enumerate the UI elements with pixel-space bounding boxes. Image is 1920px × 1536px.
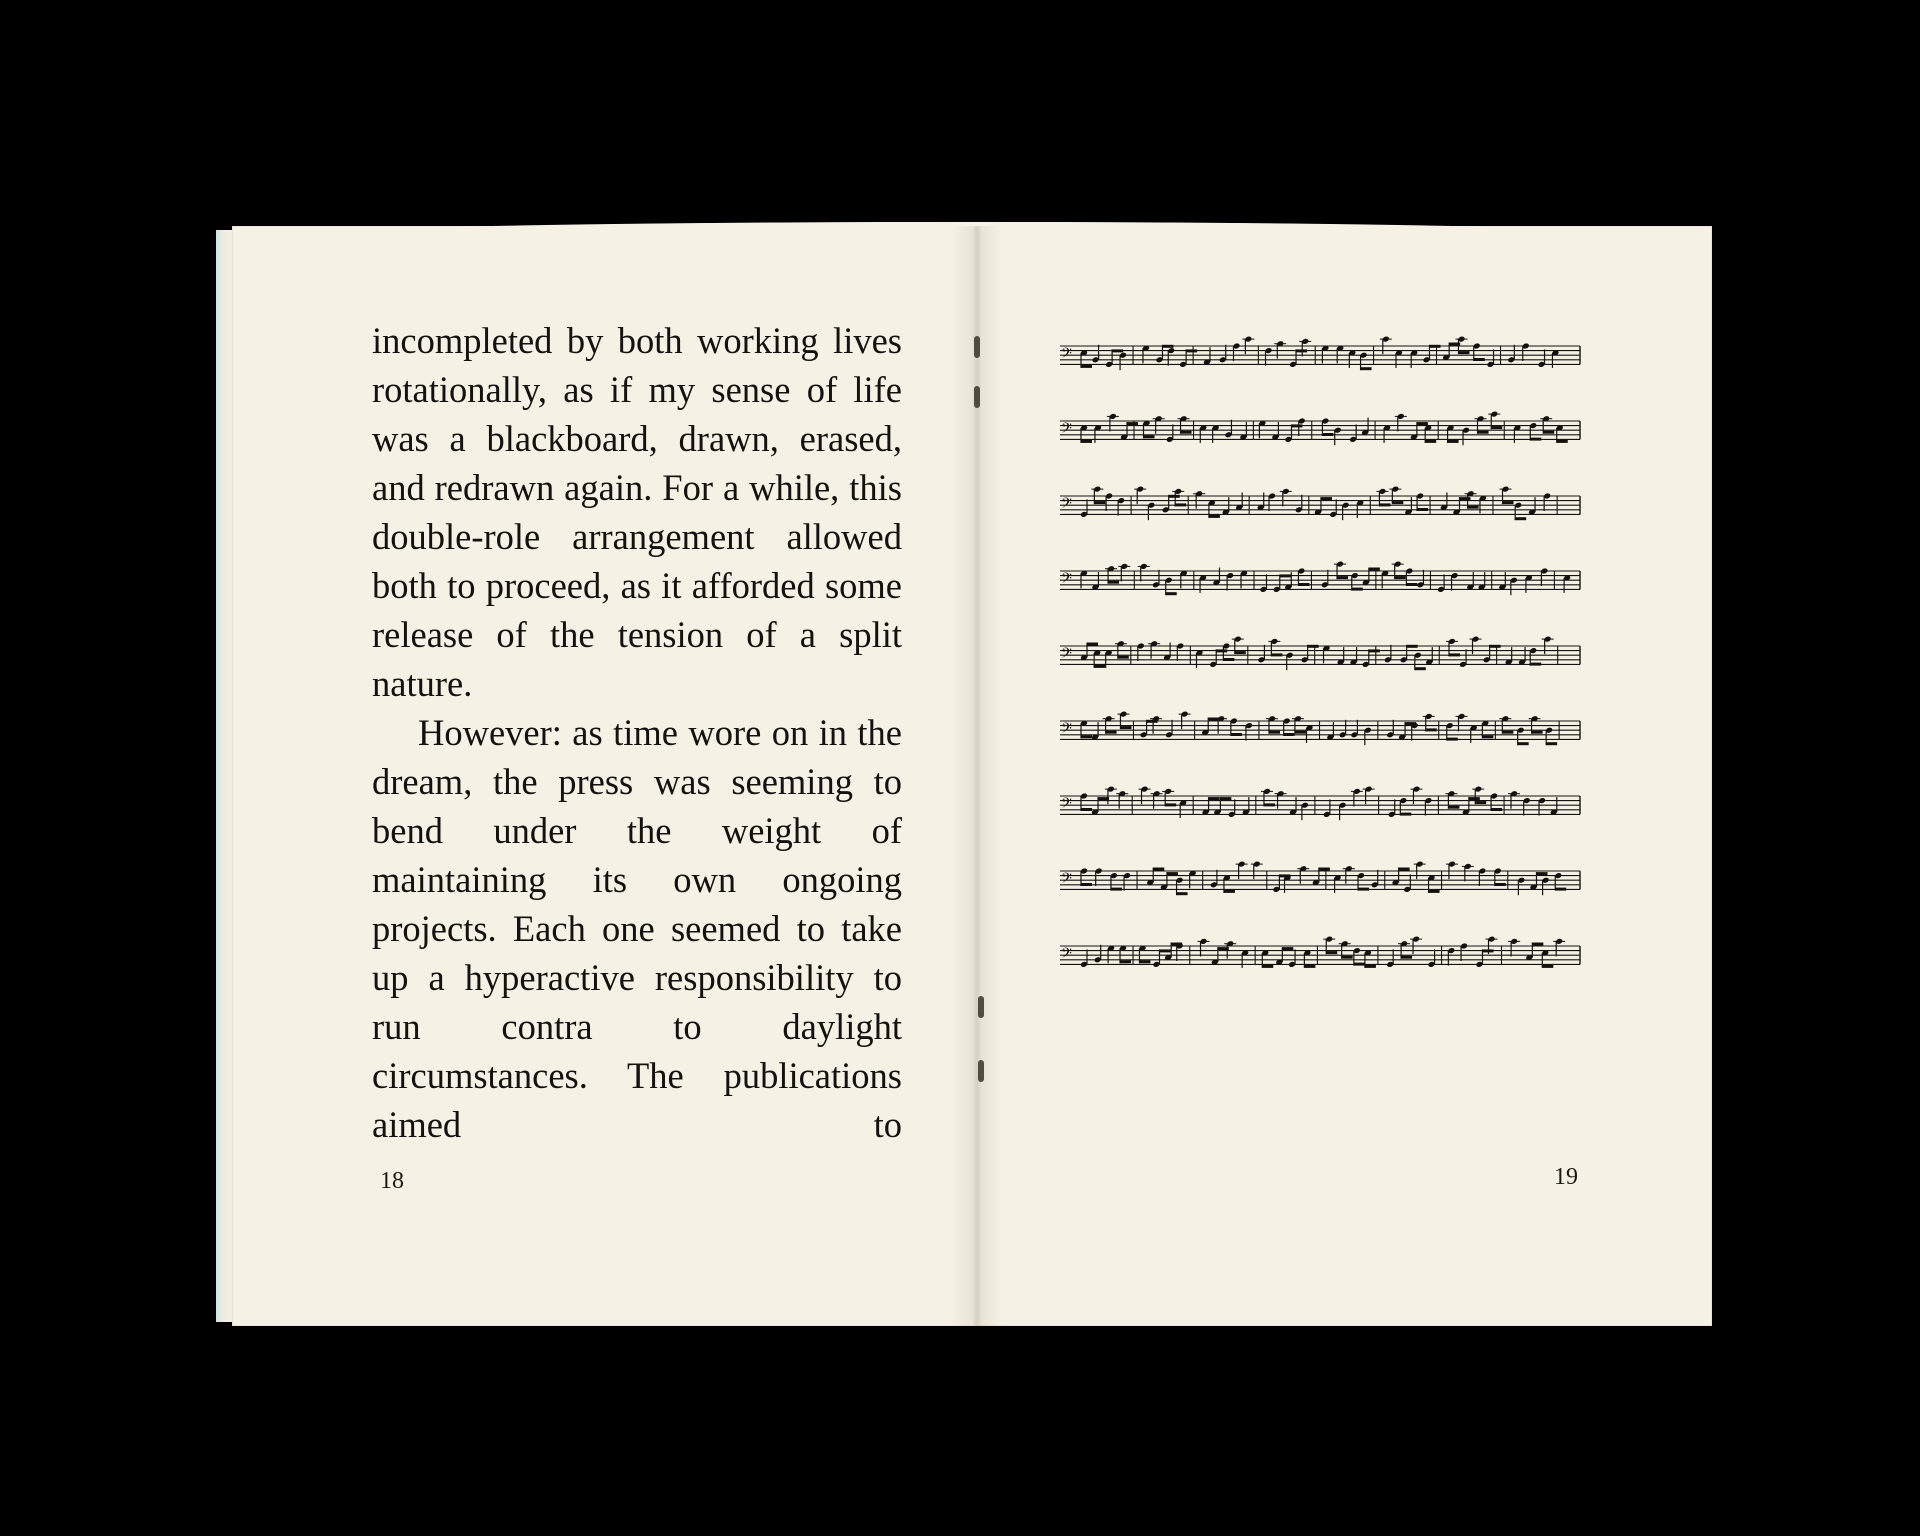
note-beam (1447, 738, 1458, 741)
note-beam (1458, 351, 1469, 354)
note-beam (1546, 742, 1557, 745)
music-score (1058, 326, 1588, 1006)
note-beam (1536, 872, 1547, 875)
note-beam (1490, 645, 1501, 648)
music-staff (1060, 861, 1580, 896)
note-beam (1369, 568, 1380, 571)
note-beam (1111, 888, 1122, 891)
note-beam (1365, 965, 1376, 968)
note-beam (1425, 440, 1436, 443)
note-beam (1167, 872, 1178, 875)
note-beam (1337, 576, 1348, 579)
music-staff (1060, 561, 1580, 596)
note-beam (1426, 728, 1437, 731)
note-beam (1186, 349, 1197, 352)
note-beam (1459, 497, 1470, 500)
note-beam (1448, 440, 1459, 443)
note-beam (1515, 517, 1526, 520)
note-beam (1448, 806, 1459, 809)
note-beam (1181, 431, 1192, 434)
binding-stitch (974, 386, 980, 408)
note-beam (1264, 803, 1275, 806)
note-beam (1295, 731, 1306, 734)
note-beam (1106, 731, 1117, 734)
note-beam (1401, 956, 1412, 959)
note-beam (1543, 431, 1554, 434)
open-book-spread (232, 226, 1712, 1326)
paragraph-2: However: as time wore on in the dream, the press was seeming to bend under the weight of maintaining its own ongoing projects. Each one seemed to take up a hyperactive responsibility to run contra to daylight circumstances. The publications aimed to (372, 712, 902, 1145)
binding-stitch (978, 996, 984, 1018)
note-beam (1094, 665, 1105, 668)
note-beam (1177, 892, 1188, 895)
note-beam (1308, 645, 1319, 648)
note-beam (1081, 735, 1092, 738)
note-beam (1379, 503, 1390, 506)
note-beam (1407, 645, 1418, 648)
note-beam (1209, 797, 1220, 800)
note-beam (1108, 581, 1119, 584)
note-beam (1530, 438, 1541, 441)
bass-clef-icon: 𝄢 (1061, 345, 1072, 366)
note-beam (1542, 965, 1553, 968)
bass-clef-icon: 𝄢 (1061, 795, 1072, 816)
note-beam (1087, 643, 1098, 646)
note-beam (1159, 949, 1170, 952)
note-beam (1081, 365, 1092, 368)
note-beam (1406, 583, 1417, 586)
note-beam (1081, 883, 1092, 886)
note-beam (1530, 663, 1541, 666)
note-beam (1502, 731, 1513, 734)
note-beam (1430, 345, 1441, 348)
note-beam (1144, 435, 1155, 438)
note-beam (1169, 495, 1180, 498)
note-beam (1482, 735, 1493, 738)
note-beam (1321, 497, 1332, 500)
note-beam (1291, 424, 1302, 427)
note-beam (1354, 963, 1365, 966)
bass-clef-icon: 𝄢 (1061, 495, 1072, 516)
note-beam (1429, 890, 1440, 893)
note-beam (1392, 501, 1403, 504)
music-staff (1060, 711, 1580, 746)
note-beam (1165, 803, 1176, 806)
music-staff (1060, 336, 1580, 371)
note-beam (1282, 947, 1293, 950)
page-number-right: 19 (1554, 1164, 1578, 1190)
note-beam (1352, 588, 1363, 591)
music-staff (1060, 411, 1580, 446)
note-beam (1284, 733, 1295, 736)
note-beam (1503, 501, 1514, 504)
left-page-text (372, 316, 902, 1149)
note-beam (1358, 888, 1369, 891)
note-beam (1118, 656, 1129, 659)
note-beam (1417, 508, 1428, 511)
note-beam (1361, 367, 1372, 370)
note-beam (1153, 868, 1164, 871)
note-beam (1139, 960, 1150, 963)
note-beam (1557, 440, 1568, 443)
note-beam (1342, 956, 1353, 959)
note-beam (1224, 890, 1235, 893)
note-beam (1518, 742, 1529, 745)
note-beam (1269, 731, 1280, 734)
note-beam (1532, 731, 1543, 734)
note-beam (1209, 515, 1220, 518)
note-beam (1120, 960, 1131, 963)
note-beam (1555, 888, 1566, 891)
note-beam (1112, 349, 1123, 352)
note-beam (1415, 667, 1426, 670)
note-beam (1298, 583, 1309, 586)
bass-clef-icon: 𝄢 (1061, 945, 1072, 966)
note-beam (1280, 574, 1291, 577)
note-beam (1120, 726, 1131, 729)
note-beam (1400, 813, 1411, 816)
binding-stitch (974, 336, 980, 358)
note-beam (1235, 651, 1246, 654)
note-beam (1223, 658, 1234, 661)
music-staff (1060, 936, 1580, 968)
note-beam (1166, 592, 1177, 595)
note-beam (1304, 965, 1315, 968)
note-beam (1231, 733, 1242, 736)
bass-clef-icon: 𝄢 (1061, 645, 1072, 666)
note-beam (1449, 653, 1460, 656)
note-beam (1491, 808, 1502, 811)
note-beam (1081, 440, 1092, 443)
bass-clef-icon: 𝄢 (1061, 570, 1072, 591)
note-beam (1495, 883, 1506, 886)
note-beam (1469, 797, 1480, 800)
note-beam (1262, 965, 1273, 968)
music-score-svg (1058, 326, 1588, 1006)
note-beam (1094, 501, 1105, 504)
note-beam (1319, 868, 1330, 871)
bass-clef-icon: 𝄢 (1061, 420, 1072, 441)
note-beam (1162, 345, 1173, 348)
note-beam (1216, 649, 1227, 652)
note-beam (1475, 801, 1486, 804)
note-beam (1369, 649, 1380, 652)
music-staff (1060, 636, 1580, 671)
note-beam (1326, 951, 1337, 954)
note-beam (1474, 358, 1485, 361)
bass-clef-icon: 𝄢 (1061, 720, 1072, 741)
bass-clef-icon: 𝄢 (1061, 870, 1072, 891)
binding-stitch (978, 1060, 984, 1082)
note-beam (1081, 808, 1092, 811)
note-beam (1127, 422, 1138, 425)
note-beam (1478, 431, 1489, 434)
note-beam (1271, 653, 1282, 656)
paragraph-1: incompleted by both working lives rotationally, as if my sense of life was a blackboard, drawn, erased, and redrawn again. For a while, this double-role arrangement allowed both to proceed, as it afforded some release of the tension of a split nature. (372, 320, 902, 704)
page-number-left: 18 (380, 1168, 404, 1194)
note-beam (1220, 797, 1231, 800)
note-beam (1532, 943, 1543, 946)
music-staff (1060, 786, 1580, 821)
note-beam (1468, 506, 1479, 509)
note-beam (1296, 349, 1307, 352)
note-beam (1395, 576, 1406, 579)
note-beam (1417, 422, 1428, 425)
note-beam (1322, 433, 1333, 436)
note-beam (1399, 868, 1410, 871)
note-beam (1175, 503, 1186, 506)
note-beam (1491, 426, 1502, 429)
music-staff (1060, 486, 1580, 521)
